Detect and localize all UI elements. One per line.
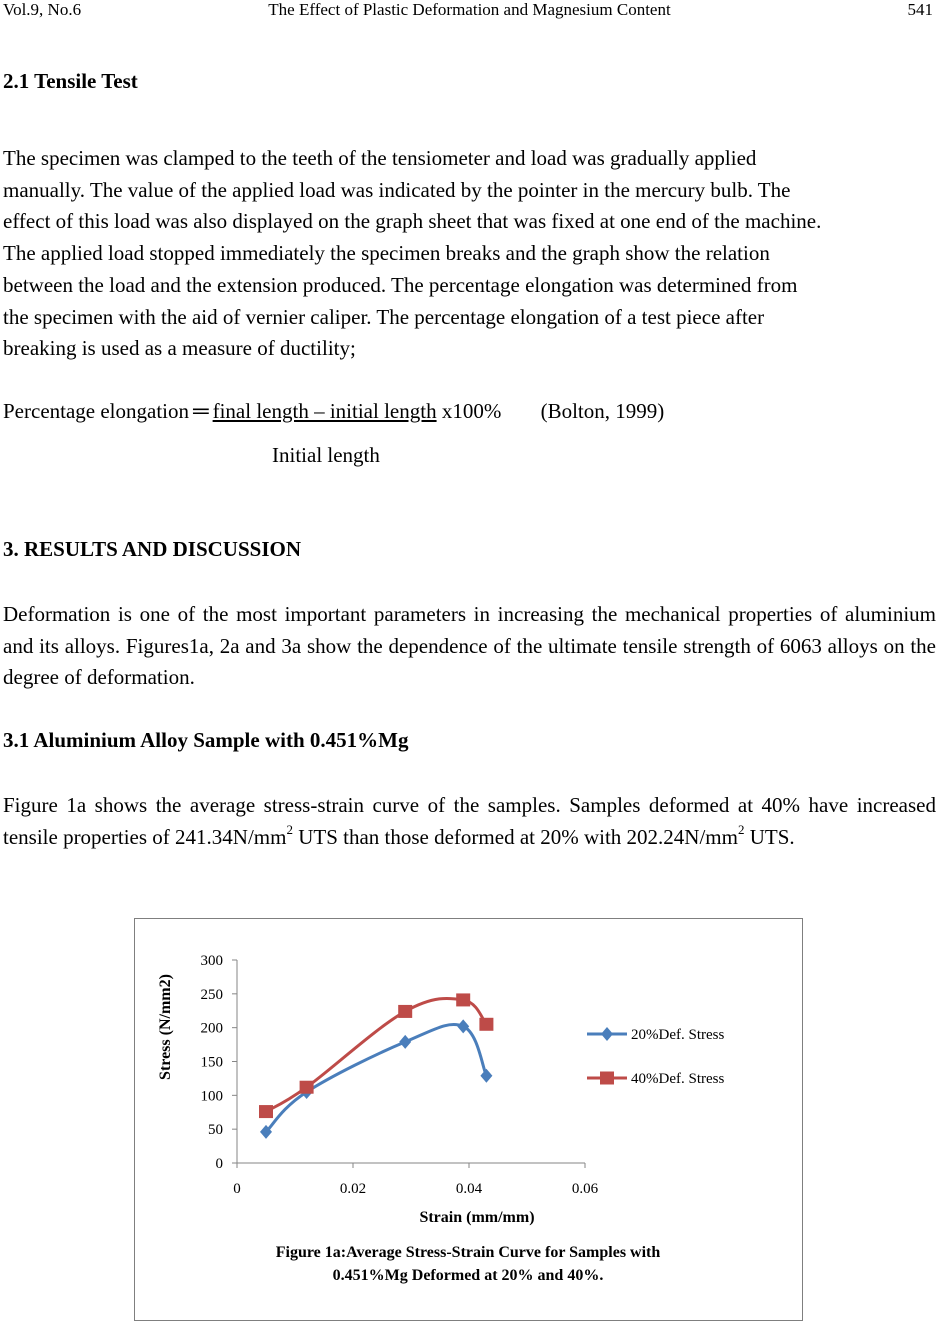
chart-axes bbox=[201, 953, 599, 1197]
section-heading-results: 3. RESULTS AND DISCUSSION bbox=[3, 537, 301, 561]
legend-label: 20%Def. Stress bbox=[631, 1027, 725, 1043]
paragraph-text: UTS than those deformed at 20% with 202.24N/mm bbox=[292, 824, 738, 849]
paragraph-line: effect of this load was also displayed on the graph sheet that was fixed at one end of the machine. bbox=[3, 209, 822, 234]
data-point bbox=[399, 1035, 411, 1049]
superscript: 2 bbox=[737, 821, 745, 837]
data-point bbox=[480, 1069, 492, 1083]
y-tick-label: 50 bbox=[208, 1122, 223, 1139]
section-heading-alloy-sample: 3.1 Aluminium Alloy Sample with 0.451%Mg bbox=[3, 728, 409, 752]
alloy-sample-paragraph bbox=[3, 790, 936, 853]
data-point bbox=[300, 1081, 314, 1094]
legend-label: 40%Def. Stress bbox=[631, 1071, 725, 1087]
paragraph-line: manually. The value of the applied load was indicated by the pointer in the mercury bulb. The bbox=[3, 177, 791, 202]
y-tick-label: 100 bbox=[200, 1088, 223, 1105]
results-paragraph: Deformation is one of the most important parameters in increasing the mechanical properties of aluminium and its alloys. Figures1a, 2a and 3a show the dependence of the ultimate tensile strength of 6063 alloys on the degree of deformation. bbox=[3, 602, 936, 690]
paragraph-line: The applied load stopped immediately the specimen breaks and the graph show the relation bbox=[3, 241, 770, 266]
formula-equals: ═ bbox=[193, 398, 209, 423]
figure-caption-line-1: Figure 1a:Average Stress-Strain Curve for Samples with bbox=[275, 1244, 661, 1261]
tensile-test-paragraph bbox=[3, 143, 936, 365]
y-tick-label: 250 bbox=[200, 986, 223, 1003]
legend-marker bbox=[601, 1027, 613, 1041]
paragraph-line: breaking is used as a measure of ductility; bbox=[3, 336, 356, 361]
y-tick-label: 150 bbox=[200, 1054, 223, 1071]
x-axis-label: Strain (mm/mm) bbox=[419, 1209, 535, 1226]
x-tick-label: 0 bbox=[233, 1181, 241, 1197]
chart-series bbox=[259, 993, 493, 1138]
paragraph-line: between the load and the extension produced. The percentage elongation was determined from bbox=[3, 272, 798, 297]
formula-lhs: Percentage elongation bbox=[3, 399, 190, 423]
x-tick-label: 0.02 bbox=[339, 1181, 367, 1197]
figure-caption-line-2: 0.451%Mg Deformed at 20% and 40%. bbox=[332, 1267, 604, 1284]
formula-citation: (Bolton, 1999) bbox=[540, 399, 665, 423]
running-header bbox=[0, 0, 939, 22]
formula-multiplier: x100% bbox=[441, 399, 502, 423]
series-1 bbox=[260, 1019, 492, 1139]
series-line bbox=[266, 1024, 486, 1131]
formula-numerator: final length – initial length bbox=[212, 399, 437, 423]
figure-1a bbox=[134, 918, 803, 1321]
journal-volume: Vol.9, No.6 bbox=[3, 0, 82, 19]
data-point bbox=[259, 1105, 273, 1118]
paragraph-text: Figure 1a shows the average stress-strain curve of the samples. Samples deformed at 40% have increased tensile properties of 241.34N/mm bbox=[3, 793, 936, 849]
data-point bbox=[457, 1019, 469, 1033]
x-tick-label: 0.06 bbox=[571, 1181, 599, 1197]
paragraph-line: the specimen with the aid of vernier caliper. The percentage elongation of a test piece after bbox=[3, 304, 765, 329]
data-point bbox=[456, 993, 470, 1006]
data-point bbox=[398, 1005, 412, 1018]
page-number: 541 bbox=[907, 0, 933, 19]
y-tick-label: 0 bbox=[215, 1156, 223, 1172]
y-tick-label: 200 bbox=[200, 1020, 223, 1037]
chart-legend bbox=[587, 1027, 724, 1087]
superscript: 2 bbox=[286, 821, 293, 837]
y-axis-label: Stress (N/mm2) bbox=[157, 974, 174, 1080]
elongation-formula bbox=[3, 398, 664, 424]
stress-strain-chart bbox=[135, 919, 801, 1319]
paragraph-text: UTS. bbox=[744, 824, 795, 849]
legend-marker bbox=[600, 1072, 614, 1085]
data-point bbox=[479, 1018, 493, 1031]
formula-denominator: Initial length bbox=[272, 443, 380, 467]
section-heading-tensile-test: 2.1 Tensile Test bbox=[3, 69, 138, 93]
running-title: The Effect of Plastic Deformation and Magnesium Content bbox=[268, 0, 671, 19]
y-tick-label: 300 bbox=[200, 953, 223, 969]
x-tick-label: 0.04 bbox=[455, 1181, 483, 1197]
paragraph-line: The specimen was clamped to the teeth of the tensiometer and load was gradually applied bbox=[3, 146, 757, 170]
